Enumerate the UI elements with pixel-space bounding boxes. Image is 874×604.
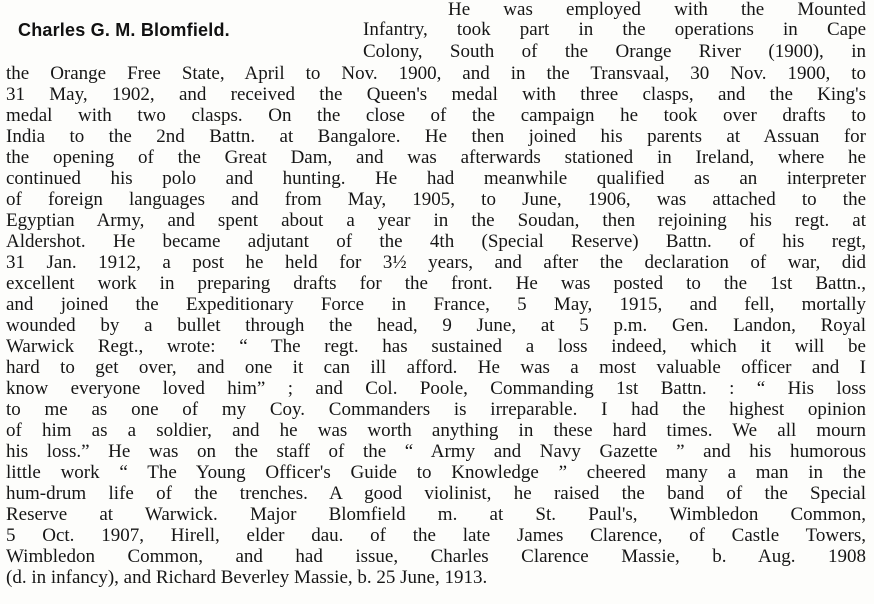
text-line: India to the 2nd Battn. at Bangalore. He then joined his parents at Assuan for <box>6 126 866 147</box>
text-line: to me as one of my Coy. Commanders is irreparable. I had the highest opinion <box>6 399 866 420</box>
text-line: (d. in infancy), and Richard Beverley Massie, b. 25 June, 1913. <box>6 567 488 588</box>
text-line: little work “ The Young Officer's Guide to Knowledge ” cheered many a man in the <box>6 462 866 483</box>
text-line: Reserve at Warwick. Major Blomfield m. at St. Paul's, Wimbledon Common, <box>6 504 866 525</box>
text-line: of him as a soldier, and he was worth anything in these hard times. We all mourn <box>6 420 866 441</box>
text-line: excellent work in preparing drafts for the front. He was posted to the 1st Battn., <box>6 273 866 294</box>
text-line: and joined the Expeditionary Force in France, 5 May, 1915, and fell, mortally <box>6 294 866 315</box>
text-line: his loss.” He was on the staff of the “ Army and Navy Gazette ” and his humorous <box>6 441 866 462</box>
text-line: Aldershot. He became adjutant of the 4th (Special Reserve) Battn. of his regt, <box>6 231 866 252</box>
text-line: 5 Oct. 1907, Hirell, elder dau. of the late James Clarence, of Castle Towers, <box>6 525 866 546</box>
text-line: hard to get over, and one it can ill afford. He was a most valuable officer and I <box>6 357 866 378</box>
text-line: continued his polo and hunting. He had meanwhile qualified as an interpreter <box>6 168 866 189</box>
text-line: Wimbledon Common, and had issue, Charles Clarence Massie, b. Aug. 1908 <box>6 546 866 567</box>
text-line: wounded by a bullet through the head, 9 June, at 5 p.m. Gen. Landon, Royal <box>6 315 866 336</box>
text-line: 31 May, 1902, and received the Queen's medal with three clasps, and the King's <box>6 84 866 105</box>
text-line: Colony, South of the Orange River (1900), in <box>363 41 866 62</box>
text-line: the Orange Free State, April to Nov. 1900, and in the Transvaal, 30 Nov. 1900, to <box>6 63 866 84</box>
entry-heading: Charles G. M. Blomfield. <box>18 20 230 40</box>
text-line: of foreign languages and from May, 1905, to June, 1906, was attached to the <box>6 189 866 210</box>
text-line: hum-drum life of the trenches. A good violinist, he raised the band of the Special <box>6 483 866 504</box>
text-line: Egyptian Army, and spent about a year in the Soudan, then rejoining his regt. at <box>6 210 866 231</box>
text-line: 31 Jan. 1912, a post he held for 3½ years, and after the declaration of war, did <box>6 252 866 273</box>
text-line: Infantry, took part in the operations in Cape <box>363 19 866 40</box>
text-line: medal with two clasps. On the close of the campaign he took over drafts to <box>6 105 866 126</box>
text-line: Warwick Regt., wrote: “ The regt. has sustained a loss indeed, which it will be <box>6 336 866 357</box>
text-line: the opening of the Great Dam, and was afterwards stationed in Ireland, where he <box>6 147 866 168</box>
text-line: know everyone loved him” ; and Col. Poole, Commanding 1st Battn. : “ His loss <box>6 378 866 399</box>
text-line: He was employed with the Mounted <box>448 0 866 20</box>
